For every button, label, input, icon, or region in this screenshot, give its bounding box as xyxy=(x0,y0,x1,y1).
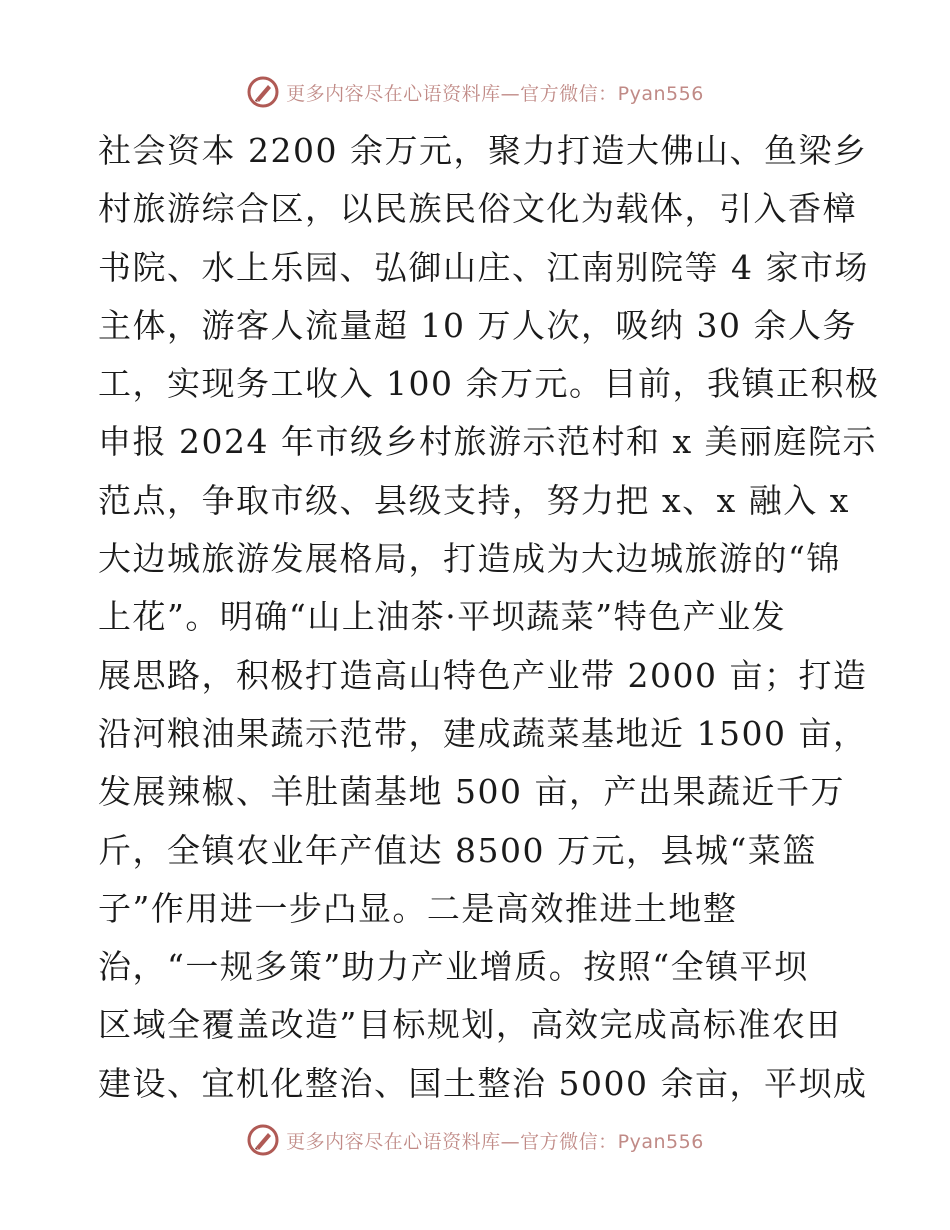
body-line: 斤，全镇农业年产值达 8500 万元，县城“菜篮 xyxy=(98,830,817,870)
pen-logo-icon xyxy=(246,1123,280,1157)
body-line: 建设、宜机化整治、国土整治 5000 余亩，平坝成 xyxy=(98,1063,868,1103)
body-line: 区域全覆盖改造”目标规划，高效完成高标准农田 xyxy=(98,1005,841,1045)
body-line: 社会资本 2200 余万元，聚力打造大佛山、鱼梁乡 xyxy=(98,131,868,170)
body-line: 申报 2024 年市级乡村旅游示范村和 x 美丽庭院示 xyxy=(98,422,878,462)
body-line: 主体，游客人流量超 10 万人次，吸纳 30 余人务 xyxy=(98,305,857,345)
body-line: 上花”。明确“山上油茶·平坝蔬菜”特色产业发 xyxy=(98,597,787,637)
body-line: 治，“一规多策”助力产业增质。按照“全镇平坝 xyxy=(98,947,809,987)
pen-logo-icon xyxy=(246,75,280,109)
watermark-footer xyxy=(0,1120,950,1160)
body-line: 工，实现务工收入 100 余万元。目前，我镇正积极 xyxy=(98,364,880,404)
document-body xyxy=(98,122,880,1113)
watermark-text: 更多内容尽在心语资料库—官方微信：Pyan556 xyxy=(286,1130,704,1153)
body-line: 子”作用进一步凸显。二是高效推进土地整 xyxy=(98,888,738,928)
body-line: 展思路，积极打造高山特色产业带 2000 亩；打造 xyxy=(98,655,868,695)
body-line: 书院、水上乐园、弘御山庄、江南别院等 4 家市场 xyxy=(98,247,869,287)
body-line: 发展辣椒、羊肚菌基地 500 亩，产出果蔬近千万 xyxy=(98,772,845,812)
body-line: 村旅游综合区，以民族民俗文化为载体，引入香樟 xyxy=(98,189,857,229)
body-line: 大边城旅游发展格局，打造成为大边城旅游的“锦 xyxy=(98,539,841,579)
body-line: 范点，争取市级、县级支持，努力把 x、x 融入 x xyxy=(98,480,850,520)
watermark-text: 更多内容尽在心语资料库—官方微信：Pyan556 xyxy=(286,82,704,105)
watermark-header xyxy=(0,72,950,112)
body-line: 沿河粮油果蔬示范带，建成蔬菜基地近 1500 亩， xyxy=(98,713,868,753)
